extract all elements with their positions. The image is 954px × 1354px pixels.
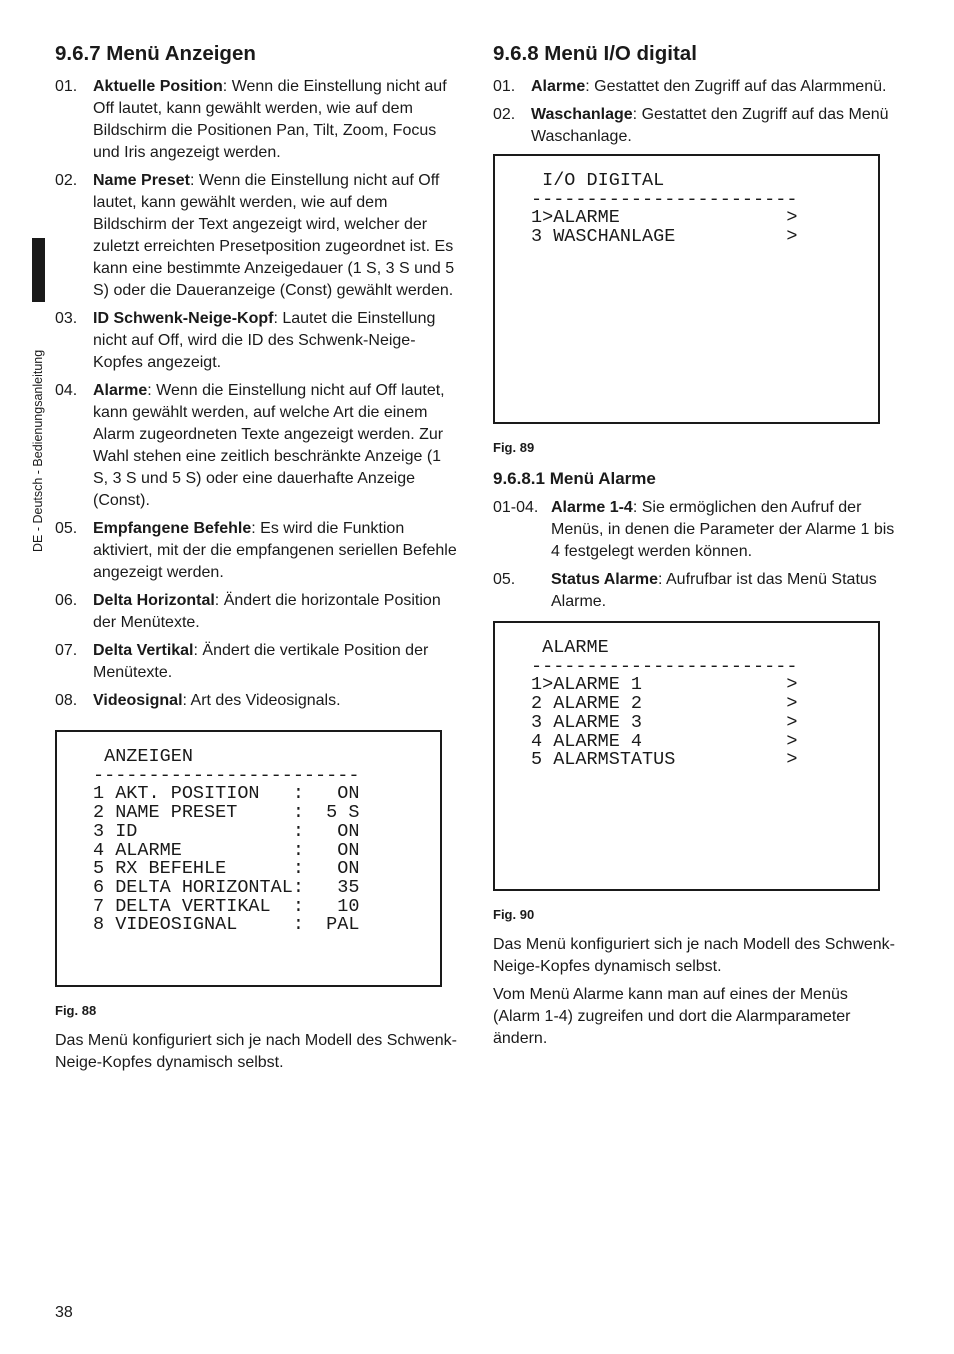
item-text xyxy=(93,308,460,374)
item-term: Videosignal xyxy=(93,692,183,709)
list-item xyxy=(493,569,898,613)
io-item-list xyxy=(493,76,898,148)
list-item xyxy=(493,76,898,98)
item-number: 06. xyxy=(55,592,78,609)
alarme-note-2: Vom Menü Alarme kann man auf eines der Menüs (Alarm 1-4) zugreifen und dort die Alarmparameter ändern. xyxy=(493,986,851,1047)
item-description: : Sie ermöglichen den Aufruf der Menüs, in denen die Parameter der Alarme 1 bis 4 festgelegt werden können. xyxy=(551,499,895,560)
anzeigen-screen xyxy=(55,730,442,987)
screen-line: 5 ALARMSTATUS > xyxy=(531,749,798,771)
screen-line: 1>ALARME 1 > xyxy=(531,674,798,696)
list-item xyxy=(55,76,460,164)
right-column xyxy=(493,40,898,1056)
io-screen-lines xyxy=(531,172,797,247)
item-number: 03. xyxy=(55,310,78,327)
item-term: Alarme 1-4 xyxy=(551,499,633,516)
item-number: 02. xyxy=(493,106,516,123)
item-text xyxy=(93,690,460,712)
screen-line: 1>ALARME > xyxy=(531,207,798,229)
item-description: : Ändert die horizontale Position der Menütexte. xyxy=(93,592,441,631)
item-number: 04. xyxy=(55,382,78,399)
item-text xyxy=(531,104,898,148)
item-term: Alarme xyxy=(531,78,586,95)
item-text xyxy=(93,170,460,302)
item-number: 08. xyxy=(55,692,78,709)
screen-line: 3 ID : ON xyxy=(93,820,360,842)
list-item xyxy=(55,590,460,634)
screen-line: 6 DELTA HORIZONTAL: 35 xyxy=(93,876,360,898)
left-column xyxy=(55,40,460,1080)
screen-line: 3 WASCHANLAGE > xyxy=(531,226,798,248)
item-description: : Wenn die Einstellung nicht auf Off lautet, kann gewählt werden, wie auf dem Bildschirm der Text angezeigt wird, welcher der zuletzt erreichten Presetposition zugeordnet ist. Es kann eine bestimmte Anzeigedauer (1 S, 3 S und 5 S) oder die Daueranzeige (Const) gewählt werden. xyxy=(93,172,455,299)
list-item xyxy=(55,170,460,302)
item-description: : Gestattet den Zugriff auf das Menü Waschanlage. xyxy=(531,106,889,145)
list-item xyxy=(55,518,460,584)
screen-line: ------------------------ xyxy=(93,764,360,786)
screen-line: 2 ALARME 2 > xyxy=(531,693,798,715)
screen-line: 5 RX BEFEHLE : ON xyxy=(93,858,360,880)
screen-line: 4 ALARME 4 > xyxy=(531,730,798,752)
item-term: Alarme xyxy=(93,382,148,399)
item-description: : Wenn die Einstellung nicht auf Off lautet, kann gewählt werden, wie auf dem Bildschirm die Positionen Pan, Tilt, Zoom, Focus und Iris angezeigt werden. xyxy=(93,78,447,161)
item-text xyxy=(551,497,898,563)
item-text xyxy=(93,590,460,634)
subsection-heading-alarme: 9.6.8.1 Menü Alarme xyxy=(493,469,656,488)
item-description: : Ändert die vertikale Position der Menütexte. xyxy=(93,642,429,681)
screen-line: ANZEIGEN xyxy=(93,746,193,767)
alarme-screen xyxy=(493,621,880,891)
item-term: Aktuelle Position xyxy=(93,78,223,95)
screen-line: I/O DIGITAL xyxy=(531,170,665,191)
list-item xyxy=(493,497,898,563)
item-number: 01. xyxy=(493,78,516,95)
item-number: 01. xyxy=(55,78,78,95)
item-description: : Lautet die Einstellung nicht auf Off, wird die ID des Schwenk-Neige-Kopfes angezeigt. xyxy=(93,310,436,371)
item-term: Empfangene Befehle xyxy=(93,520,252,537)
item-text xyxy=(531,76,898,98)
list-item xyxy=(55,308,460,374)
screen-line: ------------------------ xyxy=(531,655,798,677)
item-text xyxy=(551,569,898,613)
screen-line: 1 AKT. POSITION : ON xyxy=(93,783,360,805)
item-description: : Art des Videosignals. xyxy=(182,692,341,709)
item-number: 05. xyxy=(493,571,516,588)
item-description: : Es wird die Funktion aktiviert, mit der die empfangenen seriellen Befehle angezeigt werden. xyxy=(93,520,457,581)
list-item xyxy=(55,690,460,712)
fig-88-caption: Fig. 88 xyxy=(55,1003,97,1018)
page-number: 38 xyxy=(55,1304,73,1321)
item-term: Name Preset xyxy=(93,172,190,189)
fig-89-caption: Fig. 89 xyxy=(493,440,535,455)
item-number: 01-04. xyxy=(493,499,539,516)
screen-line: 7 DELTA VERTIKAL : 10 xyxy=(93,895,360,917)
screen-line: ------------------------ xyxy=(531,188,798,210)
section-heading-io-digital: 9.6.8 Menü I/O digital xyxy=(493,42,697,65)
item-term: Waschanlage xyxy=(531,106,633,123)
side-label: DE - Deutsch - Bedienungsanleitung xyxy=(31,349,45,552)
screen-line: 4 ALARME : ON xyxy=(93,839,360,861)
item-term: Status Alarme xyxy=(551,571,658,588)
anzeigen-item-list xyxy=(55,76,460,712)
item-description: : Aufrufbar ist das Menü Status Alarme. xyxy=(551,571,877,610)
list-item xyxy=(493,104,898,148)
item-text xyxy=(93,380,460,512)
item-number: 05. xyxy=(55,520,78,537)
screen-line: ALARME xyxy=(531,637,609,658)
section-heading-anzeigen: 9.6.7 Menü Anzeigen xyxy=(55,42,256,65)
item-text xyxy=(93,640,460,684)
item-term: Delta Horizontal xyxy=(93,592,215,609)
item-term: Delta Vertikal xyxy=(93,642,194,659)
item-description: : Gestattet den Zugriff auf das Alarmmenü. xyxy=(585,78,887,95)
item-number: 07. xyxy=(55,642,78,659)
list-item xyxy=(55,640,460,684)
screen-line: 3 ALARME 3 > xyxy=(531,711,798,733)
item-text xyxy=(93,76,460,164)
screen-line: 2 NAME PRESET : 5 S xyxy=(93,802,360,824)
fig-90-caption: Fig. 90 xyxy=(493,907,535,922)
item-description: : Wenn die Einstellung nicht auf Off lautet, kann gewählt werden, auf welche Art die einem Alarm zugeordneten Texte angezeigt werden. Zur Wahl stehen eine zeitlich beschränkte Anzeige (1 S, 3 S und 5 S) oder eine dauerhafte Anzeige (Const). xyxy=(93,382,445,509)
anzeigen-note: Das Menü konfiguriert sich je nach Modell des Schwenk-Neige-Kopfes dynamisch selbst. xyxy=(55,1032,457,1071)
alarme-item-list xyxy=(493,497,898,613)
alarme-note-1: Das Menü konfiguriert sich je nach Modell des Schwenk-Neige-Kopfes dynamisch selbst. xyxy=(493,936,895,975)
item-term: ID Schwenk-Neige-Kopf xyxy=(93,310,274,327)
list-item xyxy=(55,380,460,512)
screen-line: 8 VIDEOSIGNAL : PAL xyxy=(93,914,360,936)
alarme-screen-lines xyxy=(531,639,797,770)
item-text xyxy=(93,518,460,584)
anzeigen-screen-lines xyxy=(93,748,359,935)
item-number: 02. xyxy=(55,172,78,189)
io-digital-screen xyxy=(493,154,880,424)
